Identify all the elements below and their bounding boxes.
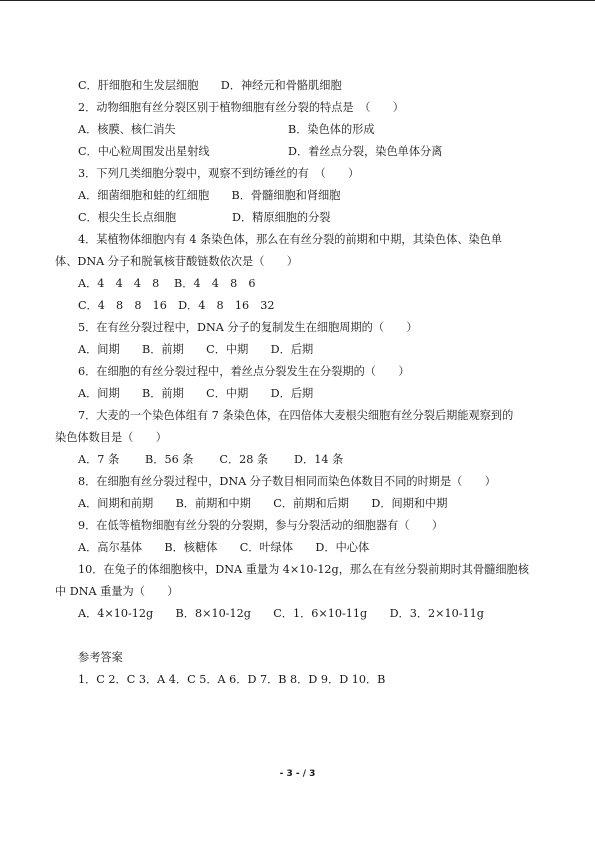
- q6-options: A．间期 B．前期 C．中期 D．后期: [78, 387, 314, 400]
- q10-options: A．4×10-12g B．8×10-12g C．1．6×10-11g D．3．2×10-11g: [78, 607, 484, 620]
- question-8: 8．在细胞有丝分裂过程中，DNA 分子数目相同而染色体数目不同的时期是（ ）: [78, 475, 496, 488]
- question-10-line1: 10．在兔子的体细胞核中，DNA 重量为 4×10-12g，那么在有丝分裂前期时其骨髓细胞核: [78, 563, 529, 576]
- page-number: - 3 - / 3: [279, 769, 316, 779]
- q4-options-ab: A．4 4 4 8 B．4 4 8 6: [78, 277, 256, 290]
- q9-options: A．高尔基体 B．核糖体 C．叶绿体 D．中心体: [78, 541, 370, 554]
- q2-option-c: C．中心粒周围发出星射线: [78, 145, 210, 158]
- q4-options-cd: C．4 8 8 16 D．4 8 16 32: [78, 299, 275, 312]
- answers-text: 1．C 2．C 3．A 4．C 5．A 6．D 7．B 8．D 9．D 10．B: [78, 673, 386, 686]
- question-10-line2: 中 DNA 重量为（ ）: [55, 585, 179, 598]
- q7-options: A．7 条 B．56 条 C．28 条 D．14 条: [78, 453, 344, 466]
- answers-heading: 参考答案: [78, 651, 123, 664]
- q2-option-d: D．着丝点分裂，染色单体分离: [288, 145, 443, 158]
- question-5: 5．在有丝分裂过程中，DNA 分子的复制发生在细胞周期的（ ）: [78, 321, 418, 334]
- q1-options-cd: C．肝细胞和生发层细胞 D．神经元和骨骼肌细胞: [78, 79, 342, 92]
- question-6: 6．在细胞的有丝分裂过程中，着丝点分裂发生在分裂期的（ ）: [78, 365, 410, 378]
- question-2: 2．动物细胞有丝分裂区别于植物细胞有丝分裂的特点是 （ ）: [78, 101, 404, 114]
- question-7-line2: 染色体数目是（ ）: [55, 431, 167, 444]
- question-4-line1: 4．某植物体细胞内有 4 条染色体，那么在有丝分裂的前期和中期，其染色体、染色单: [78, 233, 503, 246]
- q2-option-b: B．染色体的形成: [288, 123, 375, 136]
- top-rule: [0, 0, 595, 1]
- question-3: 3．下列几类细胞分裂中，观察不到纺锤丝的有 （ ）: [78, 167, 360, 180]
- question-4-line2: 体、DNA 分子和脱氧核苷酸链数依次是（ ）: [55, 255, 298, 268]
- q3-options-cd: C．根尖生长点细胞 D．精原细胞的分裂: [78, 211, 331, 224]
- question-9: 9．在低等植物细胞有丝分裂的分裂期，参与分裂活动的细胞器有（ ）: [78, 519, 444, 532]
- q3-options-ab: A．细菌细胞和蛙的红细胞 B．骨髓细胞和肾细胞: [78, 189, 341, 202]
- q8-options: A．间期和前期 B．前期和中期 C．前期和后期 D．间期和中期: [78, 497, 448, 510]
- q5-options: A．间期 B．前期 C．中期 D．后期: [78, 343, 314, 356]
- q2-option-a: A．核膜、核仁消失: [78, 123, 176, 136]
- question-7-line1: 7．大麦的一个染色体组有 7 条染色体，在四倍体大麦根尖细胞有丝分裂后期能观察到的: [78, 409, 514, 422]
